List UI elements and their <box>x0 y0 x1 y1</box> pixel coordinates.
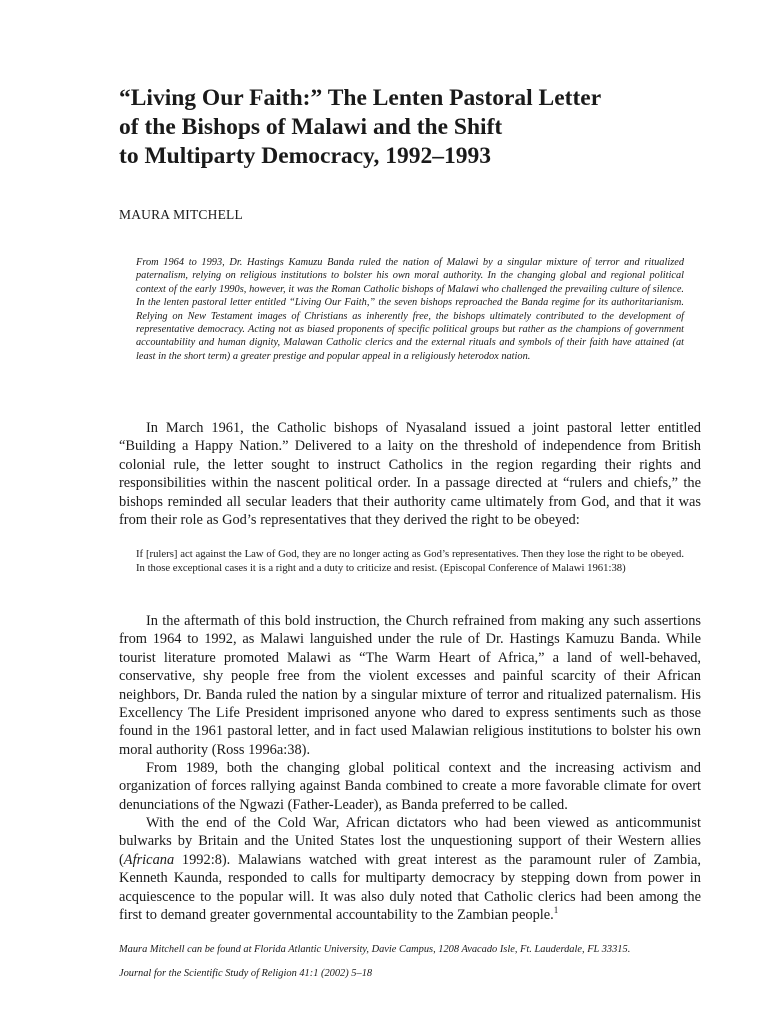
author-name: MAURA MITCHELL <box>119 207 243 222</box>
title-line-3: to Multiparty Democracy, 1992–1993 <box>119 143 492 169</box>
body-paragraph-3: From 1989, both the changing global political context and the increasing activism and organization of forces rallying against Banda combined to create a more favorable climate for overt denunciations of the Ngwazi (Father-Leader), as Banda preferred to be called. <box>119 760 701 813</box>
paragraph-4-text-b: 1992:8). Malawians watched with great interest as the paramount ruler of Zambia, Kenneth Kaunda, responded to calls for multiparty democracy by stepping down from power in acquiescence to the popular will. It was also duly noted that Catholic clerics had been among the first to demand greater governmental accountability to the Zambian people. <box>119 851 701 924</box>
body-paragraph-1: In March 1961, the Catholic bishops of Nyasaland issued a joint pastoral letter entitled “Building a Happy Nation.” Delivered to a laity on the threshold of independence from British colonial rule, the letter sought to instruct Catholics in the region regarding their rights and responsibilities within the nascent political order. In a passage directed at “rulers and chiefs,” the bishops reminded all secular leaders that their authority came ultimately from God, and that it was from their role as God’s representatives that they derived the right to be obeyed: <box>119 420 701 529</box>
title-line-2: of the Bishops of Malawi and the Shift <box>119 114 503 140</box>
paragraph-4-italic: Africana <box>123 851 175 868</box>
body-paragraph-2: In the aftermath of this bold instruction, the Church refrained from making any such assertions from 1964 to 1992, as Malawi languished under the rule of Dr. Hastings Kamuzu Banda. While tourist literature promoted Malawi as “The Warm Heart of Africa,” a land of well-behaved, conservative, shy people free from the violent excesses and painful scarcity of their African neighbors, Dr. Banda ruled the nation by a singular mixture of terror and ritualized paternalism. His Excellency The Life President imprisoned anyone who dared to express sentiments such as those found in the 1961 pastoral letter, and in fact used Malawian religious institutions to bolster his own moral authority (Ross 1996a:38). <box>119 613 701 758</box>
body-paragraph-4 <box>119 814 701 924</box>
paragraph-4-text-a: With the end of the Cold War, African dictators who had been viewed as anticommunist bulwarks by Britain and the United States lost the unquestioning support of their Western allies ( <box>119 815 701 868</box>
abstract: From 1964 to 1993, Dr. Hastings Kamuzu Banda ruled the nation of Malawi by a singular mixture of terror and ritualized paternalism, relying on religious institutions to bolster his own moral authority. In the changing global and regional political context of the early 1990s, however, it was the Roman Catholic bishops of Malawi who challenged the prevailing culture of silence. In the lenten pastoral letter entitled “Living Our Faith,” the seven bishops reproached the Banda regime for its authoritarianism. Relying on New Testament images of Christians as inherently free, the bishops ultimately contributed to the development of representative democracy. Acting not as biased proponents of specific political groups but rather as the champions of government accountability and human dignity, Malawan Catholic clerics and the external rituals and symbols of their faith have attained (at least in the short term) a greater prestige and popular appeal in a religiously heterodox nation. <box>136 257 684 362</box>
author-affiliation: Maura Mitchell can be found at Florida Atlantic University, Davie Campus, 1208 Avacado Isle, Ft. Lauderdale, FL 33315. <box>119 944 631 955</box>
footnote-marker: 1 <box>553 905 559 916</box>
block-quote: If [rulers] act against the Law of God, they are no longer acting as God’s representatives. Then they lose the right to be obeyed. In those exceptional cases it is a right and a duty to criticize and resist. (Episcopal Conference of Malawi 1961:38) <box>136 548 684 575</box>
article-title <box>119 84 699 171</box>
title-line-1: “Living Our Faith:” The Lenten Pastoral Letter <box>119 85 602 111</box>
journal-citation: Journal for the Scientific Study of Religion 41:1 (2002) 5–18 <box>119 968 373 979</box>
